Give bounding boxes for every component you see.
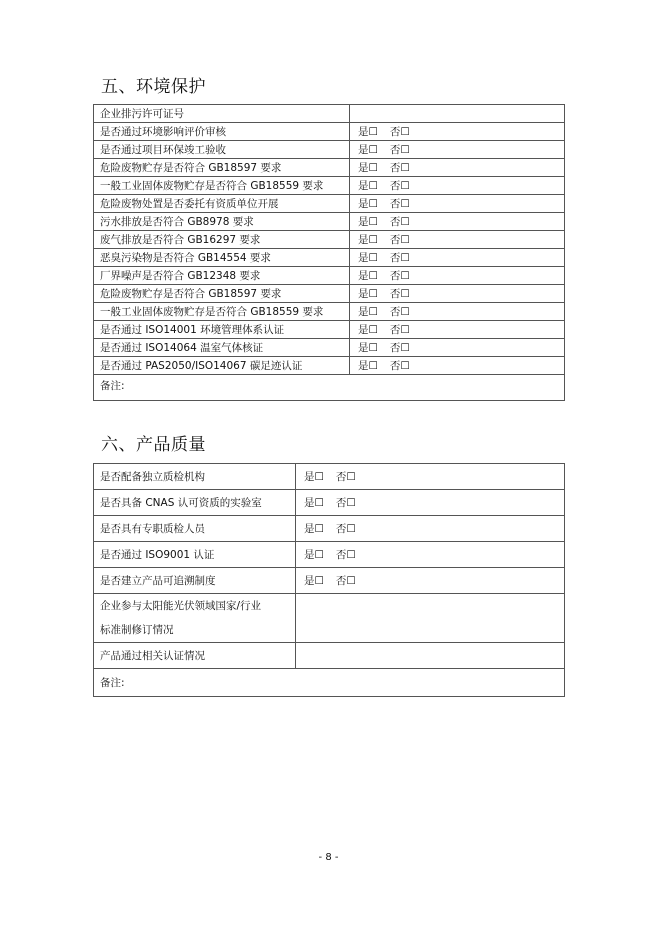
no-checkbox[interactable]: 否☐ <box>389 234 410 246</box>
table-row <box>94 542 565 568</box>
yes-no-options <box>296 464 565 490</box>
no-checkbox[interactable]: 否☐ <box>389 252 410 264</box>
no-checkbox[interactable]: 否☐ <box>389 324 410 336</box>
no-checkbox[interactable]: 否☐ <box>335 471 356 483</box>
yes-no-options <box>350 177 565 195</box>
table-row <box>94 464 565 490</box>
yes-checkbox[interactable]: 是☐ <box>358 360 378 372</box>
yes-no-options <box>350 303 565 321</box>
question-label: 危险废物贮存是否符合 GB18597 要求 <box>94 159 350 177</box>
yes-no-options <box>296 542 565 568</box>
yes-checkbox[interactable]: 是☐ <box>358 216 378 228</box>
table-row <box>94 159 565 177</box>
yes-no-options <box>350 231 565 249</box>
quality-table <box>93 463 565 697</box>
question-label: 是否配备独立质检机构 <box>94 464 296 490</box>
table-row <box>94 516 565 542</box>
question-label: 是否通过 ISO9001 认证 <box>94 542 296 568</box>
license-input-cell[interactable] <box>350 105 565 123</box>
no-checkbox[interactable]: 否☐ <box>389 288 410 300</box>
notes-field[interactable]: 备注: <box>94 375 565 401</box>
table-row <box>94 357 565 375</box>
table-row <box>94 285 565 303</box>
section6-title: 六、产品质量 <box>101 435 206 455</box>
yes-checkbox[interactable]: 是☐ <box>304 523 324 535</box>
yes-checkbox[interactable]: 是☐ <box>358 342 378 354</box>
standard-participation-label <box>94 594 296 643</box>
question-label: 危险废物贮存是否符合 GB18597 要求 <box>94 285 350 303</box>
question-label: 是否通过 ISO14064 温室气体核证 <box>94 339 350 357</box>
table-row <box>94 375 565 401</box>
table-row <box>94 195 565 213</box>
license-label: 企业排污许可证号 <box>94 105 350 123</box>
no-checkbox[interactable]: 否☐ <box>389 360 410 372</box>
yes-no-options <box>350 339 565 357</box>
question-label: 是否通过 ISO14001 环境管理体系认证 <box>94 321 350 339</box>
table-row <box>94 339 565 357</box>
no-checkbox[interactable]: 否☐ <box>389 180 410 192</box>
no-checkbox[interactable]: 否☐ <box>335 497 356 509</box>
notes-field[interactable]: 备注: <box>94 669 565 697</box>
yes-no-options <box>350 321 565 339</box>
question-label: 是否通过环境影响评价审核 <box>94 123 350 141</box>
yes-no-options <box>350 249 565 267</box>
table-row <box>94 643 565 669</box>
yes-no-options <box>296 516 565 542</box>
page-number: - 8 - <box>318 852 339 863</box>
standard-participation-input[interactable] <box>296 594 565 643</box>
table-row <box>94 141 565 159</box>
question-label: 是否具有专职质检人员 <box>94 516 296 542</box>
no-checkbox[interactable]: 否☐ <box>389 198 410 210</box>
certification-label: 产品通过相关认证情况 <box>94 643 296 669</box>
question-label: 厂界噪声是否符合 GB12348 要求 <box>94 267 350 285</box>
no-checkbox[interactable]: 否☐ <box>389 144 410 156</box>
no-checkbox[interactable]: 否☐ <box>389 126 410 138</box>
yes-checkbox[interactable]: 是☐ <box>358 252 378 264</box>
yes-checkbox[interactable]: 是☐ <box>304 575 324 587</box>
question-label: 一般工业固体废物贮存是否符合 GB18559 要求 <box>94 303 350 321</box>
question-label: 废气排放是否符合 GB16297 要求 <box>94 231 350 249</box>
yes-no-options <box>350 213 565 231</box>
yes-no-options <box>350 159 565 177</box>
table-row <box>94 669 565 697</box>
yes-checkbox[interactable]: 是☐ <box>358 180 378 192</box>
no-checkbox[interactable]: 否☐ <box>335 575 356 587</box>
table-row <box>94 249 565 267</box>
no-checkbox[interactable]: 否☐ <box>335 523 356 535</box>
yes-checkbox[interactable]: 是☐ <box>358 162 378 174</box>
table-row <box>94 123 565 141</box>
table-row <box>94 213 565 231</box>
no-checkbox[interactable]: 否☐ <box>389 216 410 228</box>
yes-checkbox[interactable]: 是☐ <box>358 144 378 156</box>
yes-no-options <box>350 123 565 141</box>
table-row <box>94 568 565 594</box>
yes-checkbox[interactable]: 是☐ <box>358 198 378 210</box>
yes-checkbox[interactable]: 是☐ <box>304 497 324 509</box>
environment-table <box>93 104 565 401</box>
yes-checkbox[interactable]: 是☐ <box>358 126 378 138</box>
no-checkbox[interactable]: 否☐ <box>389 306 410 318</box>
yes-checkbox[interactable]: 是☐ <box>358 234 378 246</box>
certification-input[interactable] <box>296 643 565 669</box>
no-checkbox[interactable]: 否☐ <box>389 270 410 282</box>
yes-checkbox[interactable]: 是☐ <box>358 288 378 300</box>
yes-checkbox[interactable]: 是☐ <box>358 270 378 282</box>
question-label: 危险废物处置是否委托有资质单位开展 <box>94 195 350 213</box>
table-row <box>94 105 565 123</box>
yes-no-options <box>350 357 565 375</box>
table-row <box>94 267 565 285</box>
label-line: 企业参与太阳能光伏领域国家/行业 <box>100 600 262 612</box>
yes-checkbox[interactable]: 是☐ <box>358 324 378 336</box>
yes-no-options <box>350 195 565 213</box>
table-row <box>94 594 565 643</box>
table-row <box>94 177 565 195</box>
no-checkbox[interactable]: 否☐ <box>335 549 356 561</box>
no-checkbox[interactable]: 否☐ <box>389 342 410 354</box>
label-line: 标准制修订情况 <box>100 624 174 636</box>
question-label: 是否具备 CNAS 认可资质的实验室 <box>94 490 296 516</box>
table-row <box>94 321 565 339</box>
question-label: 一般工业固体废物贮存是否符合 GB18559 要求 <box>94 177 350 195</box>
yes-checkbox[interactable]: 是☐ <box>304 549 324 561</box>
yes-no-options <box>296 568 565 594</box>
yes-no-options <box>350 141 565 159</box>
yes-no-options <box>350 285 565 303</box>
yes-no-options <box>350 267 565 285</box>
table-row <box>94 490 565 516</box>
table-row <box>94 231 565 249</box>
question-label: 是否建立产品可追溯制度 <box>94 568 296 594</box>
section5-title: 五、环境保护 <box>101 77 206 97</box>
question-label: 污水排放是否符合 GB8978 要求 <box>94 213 350 231</box>
yes-no-options <box>296 490 565 516</box>
yes-checkbox[interactable]: 是☐ <box>358 306 378 318</box>
no-checkbox[interactable]: 否☐ <box>389 162 410 174</box>
yes-checkbox[interactable]: 是☐ <box>304 471 324 483</box>
question-label: 恶臭污染物是否符合 GB14554 要求 <box>94 249 350 267</box>
question-label: 是否通过项目环保竣工验收 <box>94 141 350 159</box>
table-row <box>94 303 565 321</box>
question-label: 是否通过 PAS2050/ISO14067 碳足迹认证 <box>94 357 350 375</box>
